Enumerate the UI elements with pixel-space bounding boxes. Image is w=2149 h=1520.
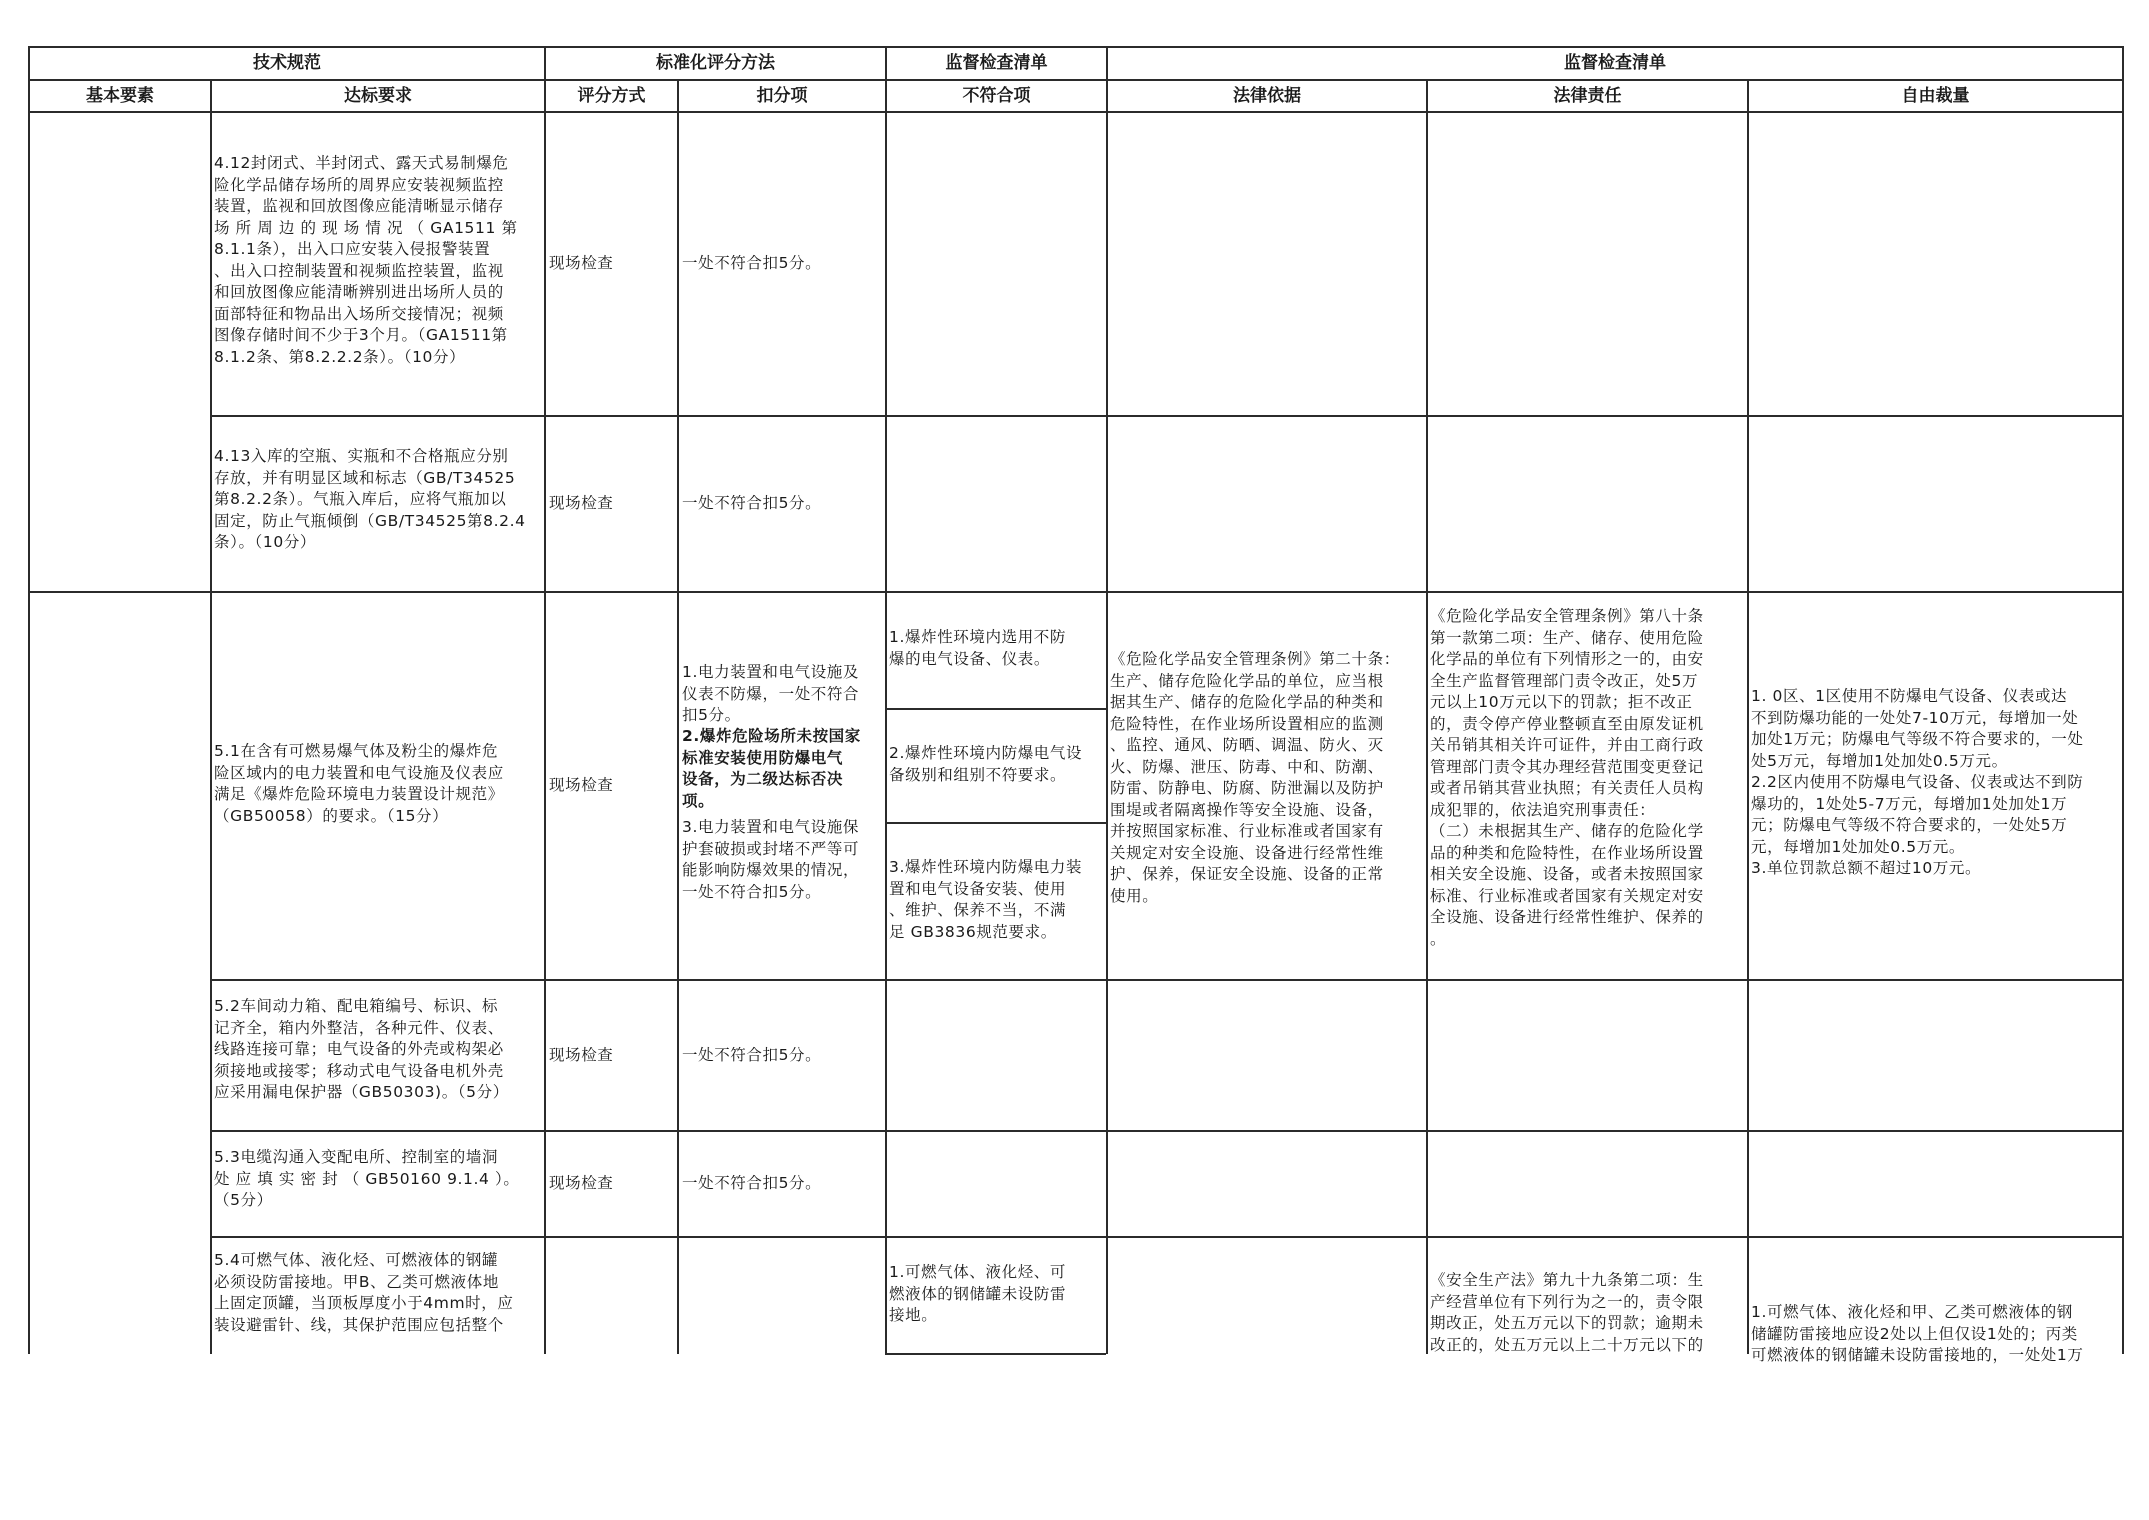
scoring-method-text: 现场检查 bbox=[549, 494, 614, 513]
scoring-method-text: 现场检查 bbox=[549, 254, 614, 273]
deduction-4-12 bbox=[682, 113, 885, 415]
requirement-4-13: 4.13入库的空瓶、实瓶和不合格瓶应分别 存放，并有明显区域和标志（GB/T34525 第8.2.2条）。气瓶入库后，应将气瓶加以 固定，防止气瓶倾倒（GB/T34525第8.2.4 条）。（10分） bbox=[214, 447, 526, 551]
deduction-5-3 bbox=[682, 1132, 885, 1236]
grid-line bbox=[28, 111, 2122, 113]
col-legal-liability: 法律责任 bbox=[1553, 85, 1622, 106]
col-nonconformity: 不符合项 bbox=[962, 85, 1031, 106]
col-legal-basis: 法律依据 bbox=[1233, 85, 1301, 106]
header-inspection-list-2: 监督检查清单 bbox=[1564, 53, 1666, 73]
scoring-method-4-12 bbox=[549, 113, 677, 415]
grid-line bbox=[1747, 79, 1749, 1354]
grid-line bbox=[1426, 79, 1428, 1354]
grid-line bbox=[28, 46, 30, 1354]
deduction-5-1-veto: 2.爆炸危险场所未按国家 标准安装使用防爆电气 设备，为二级达标否决 项。 bbox=[682, 727, 861, 810]
deduction-5-2 bbox=[682, 981, 885, 1130]
discretion-5-1: 1. 0区、1区使用不防爆电气设备、仪表或达 不到防爆功能的一处处7-10万元，每增加一处 加处1万元；防爆电气等级不符合要求的，一处 处5万元，每增加1处加处0.5万元。 2.2区内使用不防爆电气设备、仪表或达不到防 爆功的，1处处5-7万元，每增加1处加处1万 元；防爆电气等级不符合要求的，一处处5万 元，每增加1处加处0.5万元。 3.单位罚款总额不超过10万元。 bbox=[1751, 687, 2084, 877]
scoring-method-4-13 bbox=[549, 417, 677, 591]
scoring-method-text: 现场检查 bbox=[549, 1045, 614, 1064]
deduction-5-1-a: 1.电力装置和电气设施及 仪表不防爆，一处不符合 扣5分。 bbox=[682, 663, 860, 724]
col-basic-elements: 基本要素 bbox=[86, 85, 154, 106]
col-deductions: 扣分项 bbox=[756, 85, 808, 106]
grid-line bbox=[2122, 46, 2124, 1354]
deduction-text: 一处不符合扣5分。 bbox=[682, 254, 822, 273]
header-tech-spec: 技术规范 bbox=[253, 53, 321, 73]
grid-line bbox=[210, 1130, 2122, 1132]
header-inspection-list: 监督检查清单 bbox=[945, 53, 1048, 73]
deduction-4-13 bbox=[682, 417, 885, 591]
scoring-method-text: 现场检查 bbox=[549, 1174, 614, 1193]
grid-line bbox=[210, 1236, 2122, 1238]
legal-liability-5-1: 《危险化学品安全管理条例》第八十条 第一款第二项：生产、储存、使用危险 化学品的单位有下列情形之一的，由安 全生产监督管理部门责令改正，处5万 元以上10万元以下的罚款；拒不改正 的，责令停产停业整顿直至由原发证机 关吊销其相关许可证件，并由工商行政 管理部门责令其办理经营范围变更登记 或者吊销其营业执照；有关责任人员构 成犯罪的，依法追究刑事责任： （二）未根据其生产、储存的危险化学 品的种类和危险特性，在作业场所设置 相关安全设施、设备，或者未按照国家 标准、行业标准或者国家有关规定对安 全设施、设备进行经常性维护、保养的 。 bbox=[1430, 607, 1704, 948]
discretion-5-4: 1.可燃气体、液化烃和甲、乙类可燃液体的钢 储罐防雷接地应设2处以上但仅设1处的；丙类 可燃液体的钢储罐未设防雷接地的，一处处1万 bbox=[1751, 1303, 2084, 1364]
grid-line bbox=[544, 46, 546, 1354]
grid-line bbox=[28, 591, 2122, 593]
requirement-4-12: 4.12封闭式、半封闭式、露天式易制爆危 险化学品储存场所的周界应安装视频监控 装置，监视和回放图像应能清晰显示储存 场 所 周 边 的 现 场 情 况 （ GA1511 第 8.1.1条），出入口应安装入侵报警装置 、出入口控制装置和视频监控装置，监视 和回放图像应能清晰辨别进出场所人员的 面部特征和物品出入场所交接情况；视频 图像存储时间不少于3个月。（GA1511第 8.1.2条、第8.2.2.2条）。（10分） bbox=[214, 154, 518, 366]
requirement-5-3: 5.3电缆沟通入变配电所、控制室的墙洞 处 应 填 实 密 封 （ GB50160 9.1.4 ）。 （5分） bbox=[214, 1148, 520, 1209]
requirement-5-4: 5.4可燃气体、液化烃、可燃液体的钢罐 必须设防雷接地。甲B、乙类可燃液体地 上固定顶罐，当顶板厚度小于4mm时，应 装设避雷针、线，其保护范围应包括整个 bbox=[214, 1251, 514, 1334]
grid-line bbox=[885, 1353, 1106, 1355]
grid-line bbox=[885, 822, 1106, 824]
requirement-5-2: 5.2车间动力箱、配电箱编号、标识、标 记齐全，箱内外整洁，各种元件、仪表、 线路连接可靠；电气设备的外壳或构架必 须接地或接零；移动式电气设备电机外壳 应采用漏电保护器（GB50303)。（5分） bbox=[214, 997, 509, 1101]
nonconformity-5-4-1: 1.可燃气体、液化烃、可 燃液体的钢储罐未设防雷 接地。 bbox=[889, 1263, 1067, 1324]
grid-line bbox=[1106, 46, 1108, 1354]
col-requirements: 达标要求 bbox=[344, 85, 412, 106]
nonconformity-5-1-1: 1.爆炸性环境内选用不防 爆的电气设备、仪表。 bbox=[889, 628, 1066, 668]
grid-line bbox=[677, 79, 679, 1354]
header-scoring-method: 标准化评分方法 bbox=[656, 53, 775, 73]
nonconformity-5-1-2: 2.爆炸性环境内防爆电气设 备级别和组别不符要求。 bbox=[889, 744, 1083, 784]
scoring-method-5-1 bbox=[549, 593, 677, 979]
grid-line bbox=[885, 46, 887, 1354]
deduction-text: 一处不符合扣5分。 bbox=[682, 1045, 822, 1064]
deduction-text: 一处不符合扣5分。 bbox=[682, 1174, 822, 1193]
grid-line bbox=[210, 79, 212, 1354]
scoring-method-5-2 bbox=[549, 981, 677, 1130]
legal-liability-5-4: 《安全生产法》第九十九条第二项：生 产经营单位有下列行为之一的，责令限 期改正，处五万元以下的罚款；逾期未 改正的，处五万元以上二十万元以下的 bbox=[1430, 1271, 1704, 1354]
grid-line bbox=[210, 979, 2122, 981]
legal-basis-5-1: 《危险化学品安全管理条例》第二十条： 生产、储存危险化学品的单位，应当根 据其生产、储存的危险化学品的种类和 危险特性，在作业场所设置相应的监测 、监控、通风、防晒、调温、防火、灭 火、防爆、泄压、防毒、中和、防潮、 防雷、防静电、防腐、防泄漏以及防护 围堤或者隔离操作等安全设施、设备， 并按照国家标准、行业标准或者国家有 关规定对安全设施、设备进行经常性维 护、保养，保证安全设施、设备的正常 使用。 bbox=[1110, 650, 1400, 905]
col-scoring-method: 评分方式 bbox=[577, 85, 646, 106]
requirement-5-1: 5.1在含有可燃易爆气体及粉尘的爆炸危 险区域内的电力装置和电气设施及仪表应 满足《爆炸危险环境电力装置设计规范》 （GB50058）的要求。（15分） bbox=[214, 742, 504, 825]
scoring-method-5-3 bbox=[549, 1132, 677, 1236]
grid-line bbox=[210, 415, 2122, 417]
deduction-5-1-c: 3.电力装置和电气设施保 护套破损或封堵不严等可 能影响防爆效果的情况， 一处不符合扣5分。 bbox=[682, 818, 860, 901]
deduction-text: 一处不符合扣5分。 bbox=[682, 494, 822, 513]
nonconformity-5-1-3: 3.爆炸性环境内防爆电力装 置和电气设备安装、使用 、维护、保养不当，不满 足 GB3836规范要求。 bbox=[889, 858, 1083, 941]
scoring-method-text: 现场检查 bbox=[549, 776, 614, 795]
grid-line bbox=[885, 708, 1106, 710]
col-discretion: 自由裁量 bbox=[1901, 85, 1970, 106]
